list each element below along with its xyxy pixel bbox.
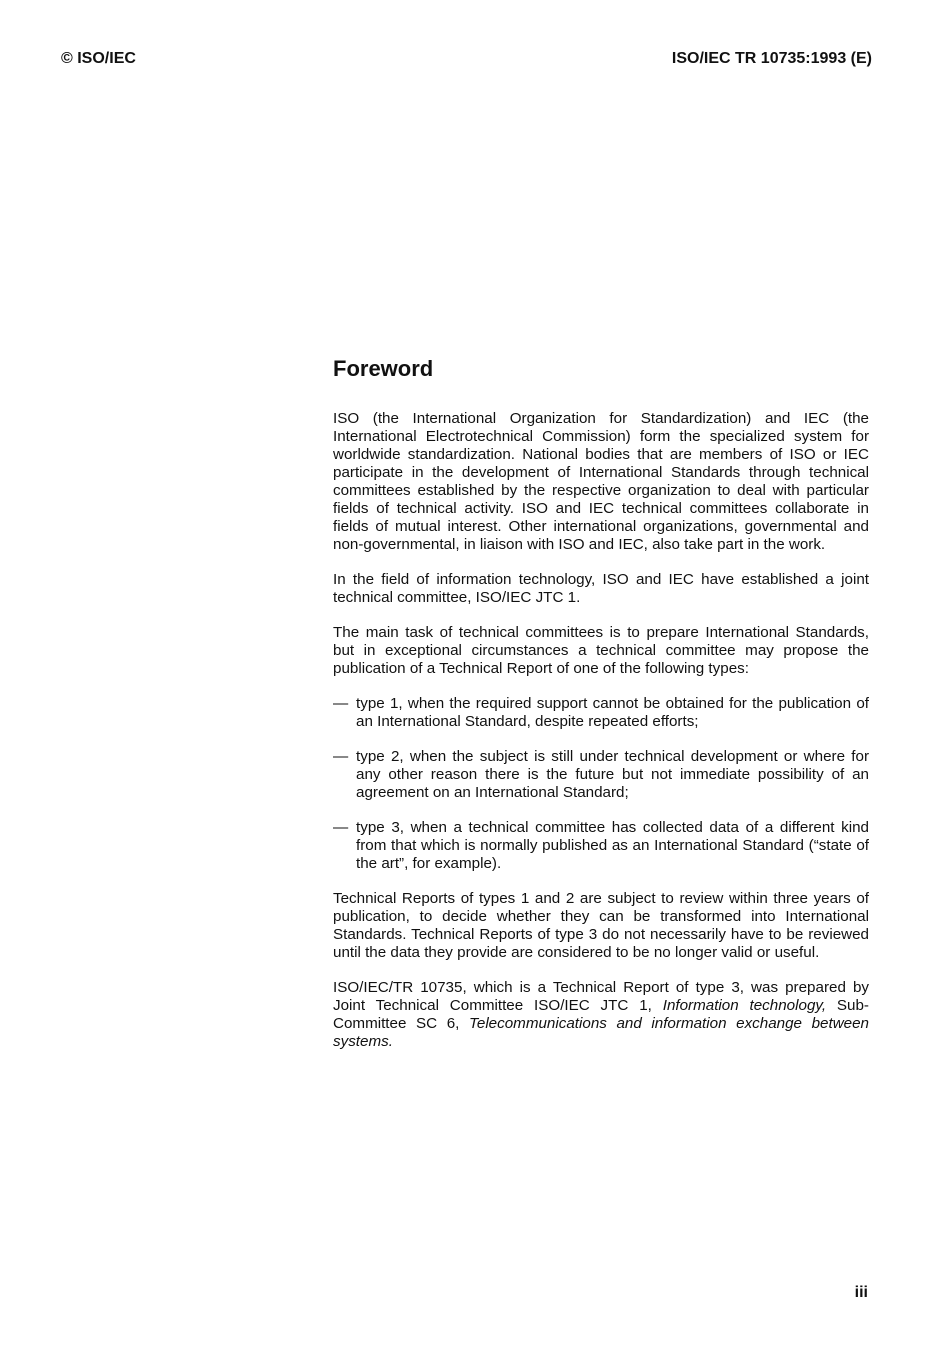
type-3-text: type 3, when a technical committee has collected data of a different kind from that which is normally published as an International Standard (“state of the art”, for example). — [356, 819, 869, 872]
dash-bullet: — — [333, 695, 349, 712]
list-item — [333, 695, 869, 731]
header-document-id: ISO/IEC TR 10735:1993 (E) — [671, 50, 872, 67]
type-2-text: type 2, when the subject is still under technical development or where for any other reason there is the future but not immediate possibility of an agreement on an International Standard; — [356, 748, 869, 801]
report-types-list — [333, 695, 869, 873]
dash-bullet: — — [333, 748, 349, 765]
paragraph-5-text-2: Sub-Committee SC 6, — [333, 997, 869, 1032]
foreword-paragraph-1: ISO (the International Organization for Standardization) and IEC (the International Electrotechnical Commission) form the specialized system for worldwide standardization. National bodies that are members of ISO or IEC participate in the development of International Standards through technical committees established by the respective organization to deal with particular fields of technical activity. ISO and IEC technical committees collaborate in fields of mutual interest. Other international organizations, governmental and non-governmental, in liaison with ISO and IEC, also take part in the work. — [333, 410, 869, 553]
paragraph-5-text-1: ISO/IEC/TR 10735, which is a Technical Report of type 3, was prepared by Joint Technical Committee ISO/IEC JTC 1, — [333, 979, 869, 1014]
type-1-text: type 1, when the required support cannot be obtained for the publication of an International Standard, despite repeated efforts; — [356, 695, 869, 730]
list-item — [333, 819, 869, 873]
foreword-paragraph-5 — [333, 979, 869, 1051]
foreword-paragraph-2: In the field of information technology, ISO and IEC have established a joint technical committee, ISO/IEC JTC 1. — [333, 571, 869, 606]
page-number: iii — [854, 1284, 868, 1301]
dash-bullet: — — [333, 819, 349, 836]
foreword-paragraph-4: Technical Reports of types 1 and 2 are subject to review within three years of publication, to decide whether they can be transformed into International Standards. Technical Reports of type 3 do not necessarily have to be reviewed until the data they provide are considered to be no longer valid or useful. — [333, 890, 869, 961]
foreword-title: Foreword — [333, 356, 434, 381]
foreword-section — [333, 356, 869, 1068]
foreword-paragraph-3: The main task of technical committees is to prepare International Standards, but in exceptional circumstances a technical committee may propose the publication of a Technical Report of one of the following types: — [333, 624, 869, 677]
list-item — [333, 748, 869, 802]
subcommittee-title: Telecommunications and information exchange between systems. — [333, 1015, 869, 1050]
header-copyright: © ISO/IEC — [61, 50, 136, 67]
committee-title: Information technology, — [662, 997, 827, 1014]
